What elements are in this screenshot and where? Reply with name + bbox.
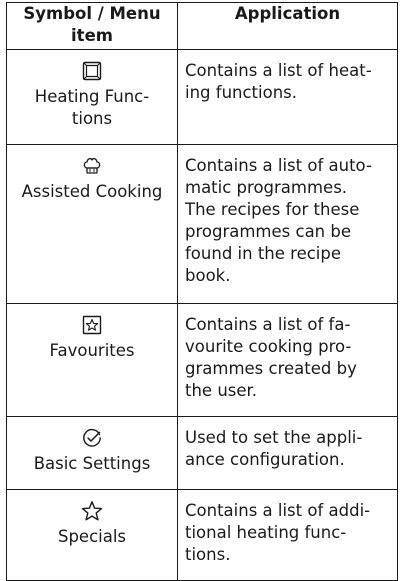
application-line: The recipes for these [185, 200, 360, 219]
application-line: tional heating func- [185, 523, 347, 542]
heating-functions-icon [81, 60, 103, 82]
symbol-cell [7, 145, 178, 304]
chef-hat-icon [81, 155, 103, 177]
application-cell [178, 50, 398, 145]
symbol-label-line2: tions [71, 109, 113, 128]
symbol-cell [7, 490, 178, 581]
application-line: Used to set the appli- [185, 428, 363, 447]
header-symbol-line1: Symbol / Menu [23, 4, 161, 23]
application-cell [178, 145, 398, 304]
table-row [7, 304, 398, 417]
application-line: found in the recipe [185, 244, 342, 263]
table-row [7, 490, 398, 581]
symbol-cell [7, 304, 178, 417]
symbol-cell [7, 417, 178, 490]
application-line: Contains a list of auto- [185, 156, 372, 175]
symbol-label-line1: Specials [57, 527, 127, 546]
application-line: book. [185, 266, 231, 285]
check-circle-icon [81, 427, 103, 449]
symbol-label-line1: Assisted Cooking [21, 182, 163, 201]
symbol-label-line1: Heating Func- [34, 87, 150, 106]
application-line: Contains a list of heat- [185, 61, 372, 80]
application-line: vourite cooking pro- [185, 337, 352, 356]
application-line: grammes created by [185, 359, 357, 378]
star-icon [81, 500, 103, 522]
application-line: programmes can be [185, 222, 352, 241]
menu-table [6, 2, 398, 581]
application-cell [178, 490, 398, 581]
application-line: ance configuration. [185, 450, 345, 469]
symbol-label-line1: Basic Settings [33, 454, 151, 473]
table-row [7, 417, 398, 490]
application-line: tions. [185, 545, 231, 564]
application-line: the user. [185, 381, 258, 400]
table-row [7, 50, 398, 145]
favourite-star-box-icon [81, 314, 103, 336]
application-cell [178, 417, 398, 490]
application-cell [178, 304, 398, 417]
application-line: Contains a list of fa- [185, 315, 351, 334]
application-line: matic programmes. [185, 178, 348, 197]
header-row [7, 3, 398, 50]
header-application: Application [178, 3, 398, 50]
application-line: Contains a list of addi- [185, 501, 371, 520]
application-line: ing functions. [185, 83, 298, 102]
symbol-cell [7, 50, 178, 145]
table-row [7, 145, 398, 304]
header-symbol [7, 3, 178, 50]
header-symbol-line2: item [71, 26, 113, 45]
symbol-label-line1: Favourites [49, 341, 135, 360]
